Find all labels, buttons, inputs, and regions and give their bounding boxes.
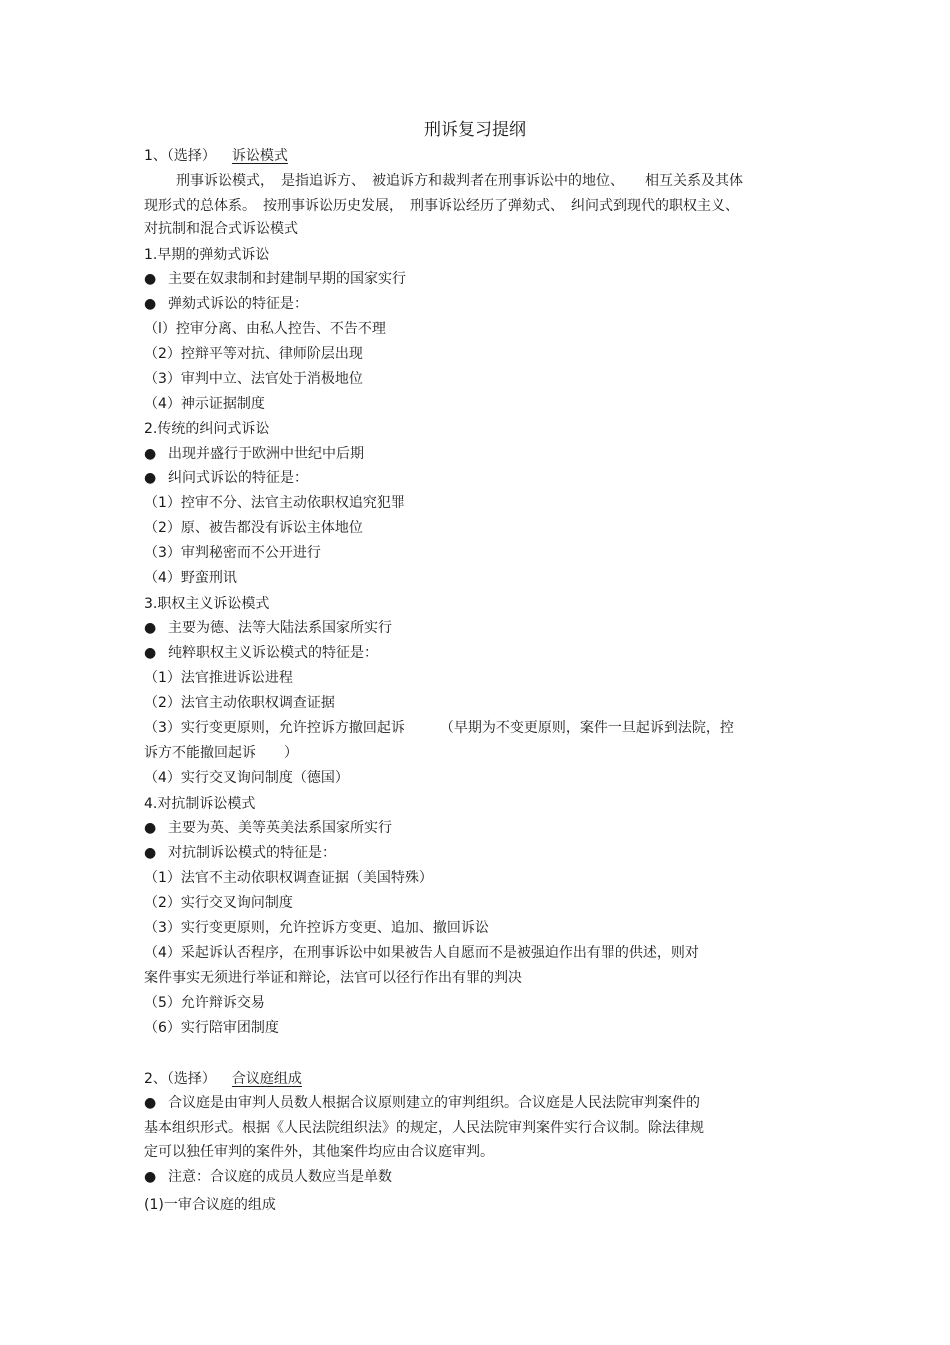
subsection-title: 1.早期的弹劾式诉讼 [144,247,270,263]
bullet-icon: ● [144,1095,157,1111]
bullet-item: ● 合议庭是由审判人员数人根据合议原则建立的审判组织。合议庭是人民法院审判案件的 [144,1095,700,1111]
section-number: 2、（选择） [144,1071,216,1087]
subsection-title: 2.传统的纠问式诉讼 [144,421,270,437]
list-item: （3）审判中立、法官处于消极地位 [144,371,363,387]
list-item: （4）实行交叉询问制度（德国） [144,770,349,786]
list-item: （2）实行交叉询问制度 [144,895,293,911]
section-number: 1、（选择） [144,148,216,164]
bullet-icon: ● [144,446,157,462]
bullet-item: ● 注意：合议庭的成员人数应当是单数 [144,1169,392,1185]
list-item: 诉方不能撤回起诉 ） [144,745,298,761]
bullet-icon: ● [144,470,157,486]
list-item: （5）允许辩诉交易 [144,995,265,1011]
list-item: （1）法官不主动依职权调查证据（美国特殊） [144,870,433,886]
list-item: 案件事实无须进行举证和辩论，法官可以径行作出有罪的判决 [144,970,522,986]
bullet-item: ● 纠问式诉讼的特征是： [144,470,308,486]
bullet-icon: ● [144,645,157,661]
intro-line: 现形式的总体系。 按刑事诉讼历史发展， 刑事诉讼经历了弹劾式、 纠问式到现代的职权主义、 [144,198,739,214]
list-item: （4）采起诉认否程序，在刑事诉讼中如果被告人自愿而不是被强迫作出有罪的供述，则对 [144,945,699,961]
intro-line: 刑事诉讼模式， 是指追诉方、 被追诉方和裁判者在刑事诉讼中的地位、 相互关系及其体 [176,173,743,189]
bullet-icon: ● [144,296,157,312]
bullet-item: ● 主要在奴隶制和封建制早期的国家实行 [144,271,406,287]
bullet-item: ● 出现并盛行于欧洲中世纪中后期 [144,446,364,462]
bullet-item: ● 弹劾式诉讼的特征是： [144,296,308,312]
page-title: 刑诉复习提纲 [424,120,526,140]
list-item: （6）实行陪审团制度 [144,1020,279,1036]
section-title: 合议庭组成 [231,1071,302,1087]
bullet-item: ● 主要为德、法等大陆法系国家所实行 [144,620,392,636]
bullet-item: ● 主要为英、美等英美法系国家所实行 [144,820,392,836]
section-2-heading [144,1069,302,1089]
list-item: （3）审判秘密而不公开进行 [144,545,321,561]
bullet-item: ● 纯粹职权主义诉讼模式的特征是： [144,645,378,661]
intro-line: 对抗制和混合式诉讼模式 [144,221,298,237]
list-item: （3）实行变更原则，允许控诉方撤回起诉 （早期为不变更原则，案件一旦起诉到法院，控 [144,720,734,736]
list-item: （1）法官推进诉讼进程 [144,670,293,686]
list-item: （2）控辩平等对抗、律师阶层出现 [144,346,363,362]
bullet-icon: ● [144,271,157,287]
list-item: （1）控审不分、法官主动依职权追究犯罪 [144,495,405,511]
bullet-icon: ● [144,1169,157,1185]
list-item: （4）神示证据制度 [144,396,265,412]
list-item: （4）野蛮刑讯 [144,570,237,586]
section-1-heading [144,146,288,166]
subsection-title: 3.职权主义诉讼模式 [144,596,270,612]
list-item: （l）控审分离、由私人控告、不告不理 [144,321,386,337]
bullet-item: ● 对抗制诉讼模式的特征是： [144,845,336,861]
bullet-icon: ● [144,845,157,861]
list-item: (1)一审合议庭的组成 [144,1197,276,1213]
list-item: （2）法官主动依职权调查证据 [144,695,335,711]
bullet-icon: ● [144,620,157,636]
bullet-icon: ● [144,820,157,836]
section-title: 诉讼模式 [231,148,288,164]
subsection-title: 4.对抗制诉讼模式 [144,796,256,812]
list-item: （2）原、被告都没有诉讼主体地位 [144,520,363,536]
paragraph-line: 定可以独任审判的案件外，其他案件均应由合议庭审判。 [144,1144,494,1160]
list-item: （3）实行变更原则，允许控诉方变更、追加、撤回诉讼 [144,920,489,936]
paragraph-line: 基本组织形式。根据《人民法院组织法》的规定，人民法院审判案件实行合议制。除法律规 [144,1120,704,1136]
